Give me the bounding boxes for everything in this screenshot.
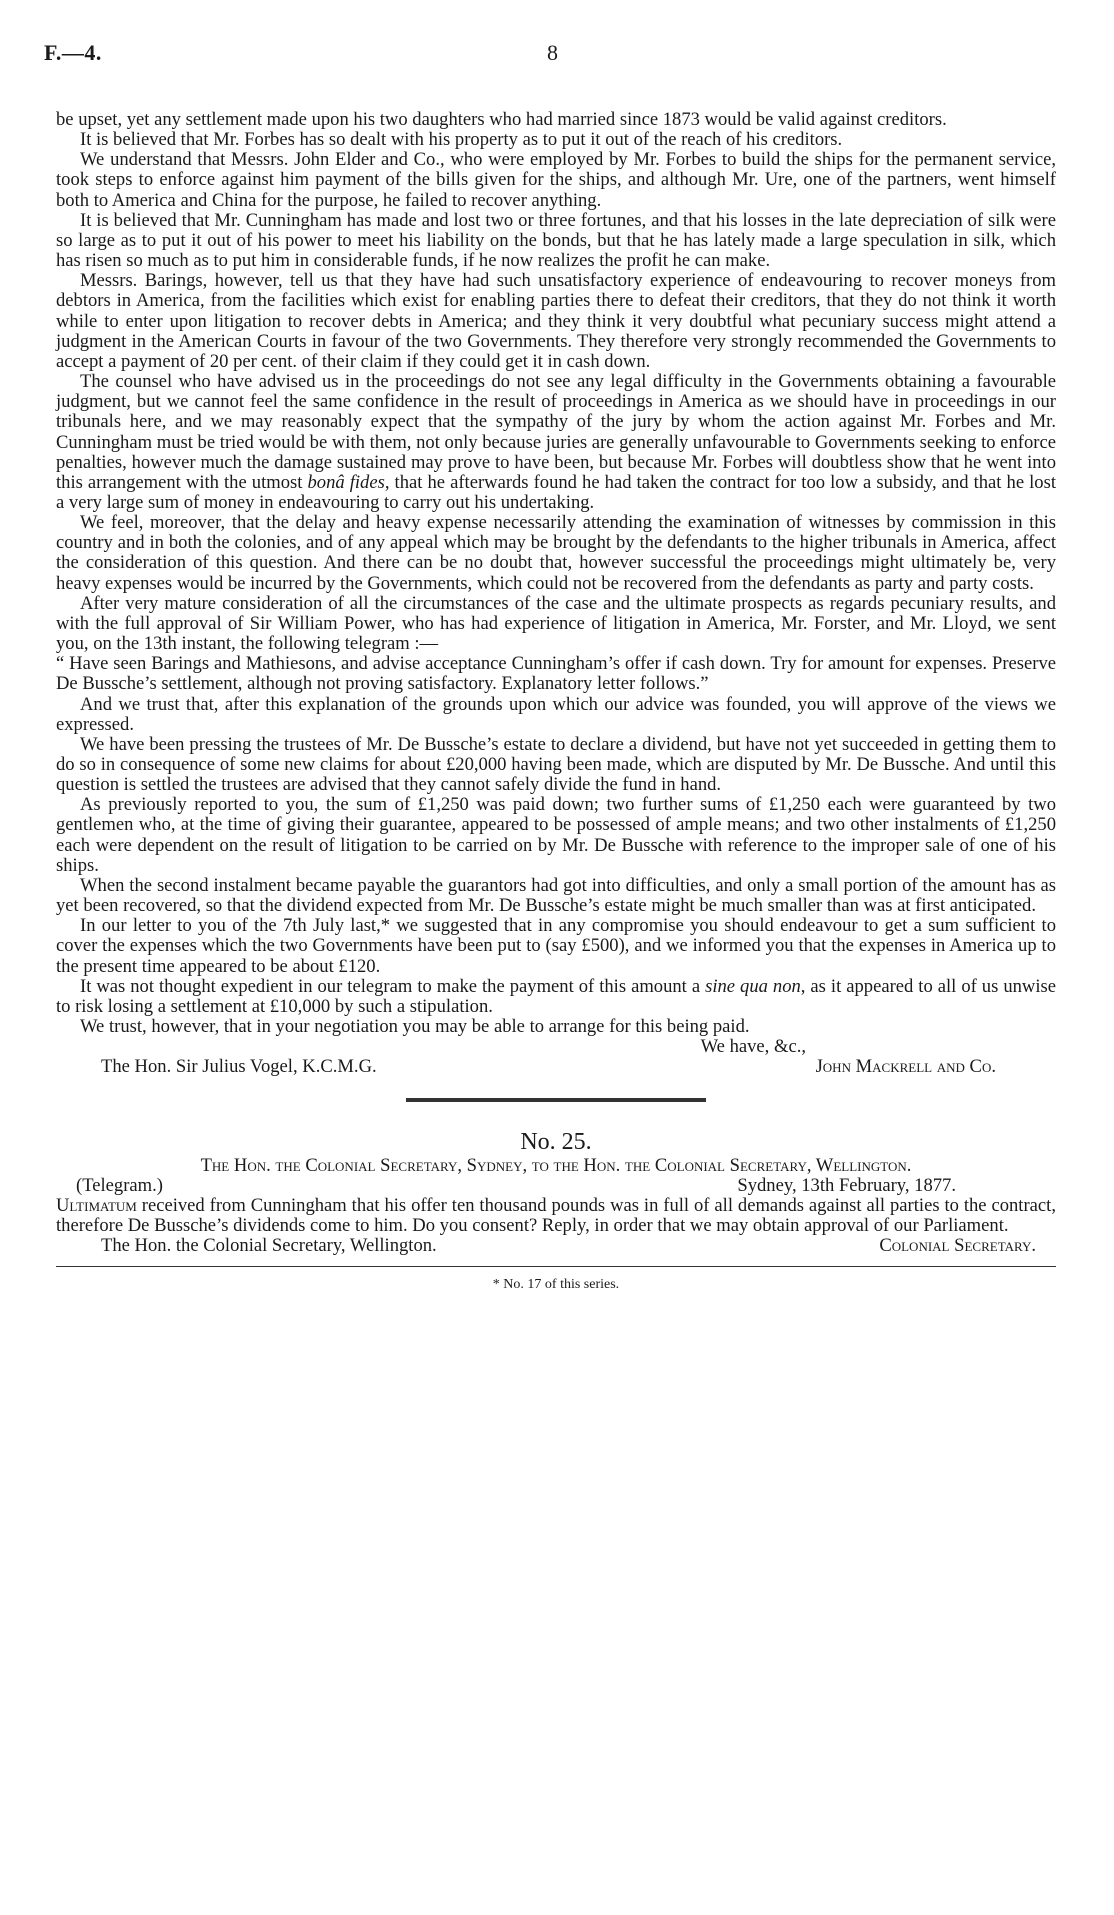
closing-signature: John Mackrell and Co. — [815, 1056, 996, 1078]
footnote-rule — [56, 1266, 1056, 1267]
telegram-dateline-row — [56, 1176, 1056, 1196]
paragraph-instalments: As previously reported to you, the sum of £1,250 was paid down; two further sums of £1,250 each were guaranteed by two gentlemen who, at the time of giving their guarantee, appeared to be possessed of ample means; and two other instalments of £1,250 each were dependent on the result of litigation to be carried on by Mr. De Bussche with reference to the improper sale of one of his ships. — [56, 794, 1056, 876]
telegram-closing-row — [56, 1236, 1056, 1256]
paragraph-john-elder: We understand that Messrs. John Elder and Co., who were employed by Mr. Forbes to build the ships for the permanent service, took steps to enforce against him payment of the bills given for the ships, and although Mr. Ure, one of the partners, went himself both to America and China for the purpose, he failed to recover anything. — [56, 149, 1056, 211]
paragraph-trust-paid: We trust, however, that in your negotiation you may be able to arrange for this being paid. — [80, 1016, 750, 1038]
paragraph-cunningham: It is believed that Mr. Cunningham has made and lost two or three fortunes, and that his losses in the late depreciation of silk were so large as to put it out of his power to meet his liability on the bonds, but that he has lately made a large speculation in silk, which has risen so much as to put him in considerable funds, if he now realizes the profit he can make. — [56, 209, 1056, 272]
paragraph-trust-approve: And we trust that, after this explanation of the grounds upon which our advice was founded, you will approve of the views we expressed. — [56, 693, 1056, 735]
document-code: F.—4. — [44, 40, 102, 65]
page-number: 8 — [547, 40, 558, 65]
counsel-italic-phrase: bonâ fides — [307, 471, 385, 493]
telegram-quote: “ Have seen Barings and Mathiesons, and advise acceptance Cunningham’s offer if cash down. Try for amount for expenses. Preserve De Bussche’s settlement, although not proving satisfactory. Explanatory letter follows.” — [56, 653, 1056, 695]
ultimatum-word: Ultimatum — [56, 1194, 137, 1216]
section-routing: The Hon. the Colonial Secretary, Sydney, to the Hon. the Colonial Secretary, Wellington. — [200, 1154, 912, 1176]
closing-we-have: We have, &c., — [700, 1036, 806, 1058]
telegram-label: (Telegram.) — [76, 1174, 163, 1196]
section-number: No. 25. — [520, 1128, 592, 1155]
sine-text-before: It was not thought expedient in our telegram to make the payment of this amount a — [80, 975, 701, 997]
paragraph-consideration: After very mature consideration of all the circumstances of the case and the ultimate prospects as regards pecuniary results, and with the full approval of Sir William Power, who has had experience of litigation in America, Mr. Forster, and Mr. Lloyd, we sent you, on the 13th instant, the following telegram :— — [56, 592, 1056, 655]
closing-line — [56, 1057, 1056, 1077]
telegram-addressee: The Hon. the Colonial Secretary, Wellington. — [101, 1235, 437, 1257]
sine-text-after: , as it appeared to all of us unwise to risk losing a settlement at £10,000 by such a stipulation. — [56, 975, 1057, 1017]
telegram-message-rest: received from Cunningham that his offer ten thousand pounds was in full of all demands against all parties to the contract, therefore De Bussche’s dividends come to him. Do you consent? Reply, in order that we may obtain approval of our Parliament. — [56, 1194, 1056, 1237]
telegram-message — [56, 1196, 1056, 1236]
counsel-text-before: The counsel who have advised us in the proceedings do not see any legal difficulty in the Governments obtaining a favourable judgment, but we cannot feel the same confidence in the result of proceedings in America as we should have in proceedings in our tribunals here, and we may reasonably expect that the sympathy of the jury by whom the action against Mr. Forbes and Mr. Cunningham must be tried would be with them, not only because juries are generally unfavourable to Governments seeking to enforce penalties, however much the damage sustained may prove to have been, but because Mr. Forbes will doubtless show that he went into this arrangement with the utmost — [56, 371, 1056, 493]
paragraph-barings: Messrs. Barings, however, tell us that they have had such unsatisfactory experience of endeavouring to recover moneys from debtors in America, from the facilities which exist for enabling parties there to defeat their creditors, that they do not think it worth while to enter upon litigation to recover debts in America; and they think it very doubtful what pecuniary success might attend a judgment in the American Courts in favour of the two Governments. They therefore very strongly recommended the Governments to accept a payment of 20 per cent. of their claim if they could get it in cash down. — [56, 270, 1056, 372]
closing-addressee: The Hon. Sir Julius Vogel, K.C.M.G. — [101, 1056, 377, 1078]
paragraph-trustees: We have been pressing the trustees of Mr. De Bussche’s estate to declare a dividend, but have not yet succeeded in getting them to do so in consequence of some new claims for about £20,000 having been made, which are disputed by Mr. De Bussche. And until this question is settled the trustees are advised that they cannot safely divide the fund in hand. — [56, 733, 1056, 796]
paragraph-sine-qua-non — [56, 977, 1056, 1017]
section-divider — [406, 1098, 706, 1102]
paragraph-july-letter: In our letter to you of the 7th July last,* we suggested that in any compromise you should endeavour to get a sum sufficient to cover the expenses which the two Governments have been put to (say £500), and we informed you that the expenses in America up to the present time appeared to be about £120. — [56, 915, 1056, 977]
telegram-signature: Colonial Secretary. — [879, 1235, 1036, 1257]
sine-italic-phrase: sine qua non — [705, 975, 801, 997]
paragraph-counsel — [56, 372, 1056, 513]
paragraph-delay-expense: We feel, moreover, that the delay and heavy expense necessarily attending the examination of witnesses by commission in this country and in both the colonies, and of any appeal which may be brought by the defendants to the higher tribunals in America, affect the consideration of this question. And there can be no doubt that, however successful the proceedings might ultimately be, very heavy expenses would be incurred by the Governments, which could not be recovered from the defendants as party and party costs. — [56, 512, 1056, 594]
paragraph-continuation: be upset, yet any settlement made upon his two daughters who had married since 1873 would be valid against creditors. — [56, 109, 947, 130]
paragraph-guarantors: When the second instalment became payable the guarantors had got into difficulties, and only a small portion of the amount has as yet been recovered, so that the dividend expected from Mr. De Bussche’s estate might be much smaller than was at first anticipated. — [56, 874, 1056, 917]
footnote: * No. 17 of this series. — [492, 1277, 620, 1293]
telegram-dateline: Sydney, 13th February, 1877. — [737, 1174, 956, 1196]
counsel-text-after: , that he afterwards found he had taken the contract for too low a subsidy, and that he lost a very large sum of money in endeavouring to carry out his undertaking. — [56, 471, 1056, 513]
letter-body — [56, 110, 1056, 1296]
paragraph-forbes-property: It is believed that Mr. Forbes has so dealt with his property as to put it out of the reach of his creditors. — [80, 129, 843, 151]
